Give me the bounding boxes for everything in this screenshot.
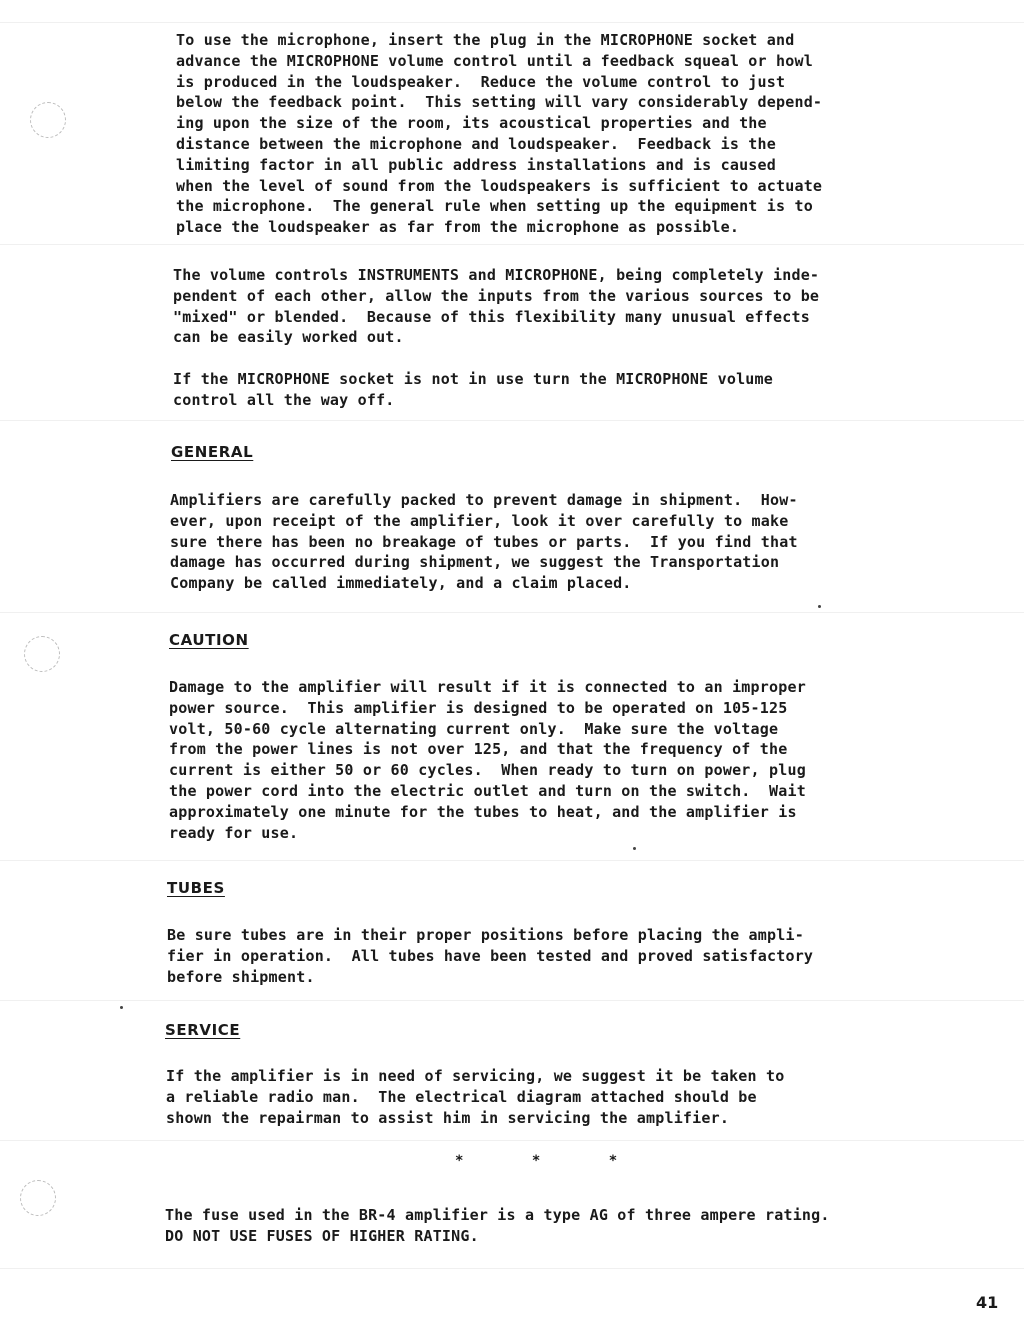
paragraph-microphone-off: If the MICROPHONE socket is not in use turn the MICROPHONE volume control all the way off. — [173, 370, 773, 409]
punch-hole-icon — [30, 102, 66, 138]
scan-line — [0, 1268, 1024, 1269]
punch-hole-icon — [24, 636, 60, 672]
scan-line — [0, 1000, 1024, 1001]
paragraph-general: Amplifiers are carefully packed to prevent damage in shipment. How- ever, upon receipt of the amplifier, look it over carefully to make sure there has been no breakage of tubes or parts. If you find that damage has occurred during shipment, we suggest the Transportation Company be called immediately, and a claim placed. — [170, 491, 798, 593]
speck — [633, 847, 636, 850]
speck — [120, 1006, 123, 1009]
scan-line — [0, 612, 1024, 613]
scan-line — [0, 420, 1024, 421]
paragraph-service: If the amplifier is in need of servicing, we suggest it be taken to a reliable radio man. The electrical diagram attached should be shown the repairman to assist him in servicing the amplifier. — [166, 1067, 785, 1127]
heading-service: SERVICE — [165, 1021, 241, 1039]
heading-caution: CAUTION — [169, 631, 249, 649]
paragraph-fuse-note: The fuse used in the BR-4 amplifier is a type AG of three ampere rating. DO NOT USE FUSES OF HIGHER RATING. — [165, 1206, 830, 1245]
section-separator: * * * — [455, 1153, 648, 1169]
scan-line — [0, 1140, 1024, 1141]
paragraph-tubes: Be sure tubes are in their proper positions before placing the ampli- fier in operation. All tubes have been tested and proved satisfactory before shipment. — [167, 926, 814, 986]
speck — [818, 605, 821, 608]
paragraph-volume-controls: The volume controls INSTRUMENTS and MICROPHONE, being completely inde- pendent of each other, allow the inputs from the various sources to be "mixed" or blended. Because of this flexibility many unusual effects can be easily worked out. — [173, 266, 820, 347]
paragraph-caution: Damage to the amplifier will result if it is connected to an improper power source. This amplifier is designed to be operated on 105-125 volt, 50-60 cycle alternating current only. Make sure the voltage from the power lines is not over 125, and that the frequency of the current is either 50 or 60 cycles. When ready to turn on power, plug the power cord into the electric outlet and turn on the switch. Wait approximately one minute for the tubes to heat, and the amplifier is ready for use. — [169, 678, 806, 842]
paragraph-microphone-use: To use the microphone, insert the plug in the MICROPHONE socket and advance the MICROPHONE volume control until a feedback squeal or howl is produced in the loudspeaker. Reduce the volume control to just below the feedback point. This setting will vary considerably depend- ing upon the size of the room, its acoustical properties and the distance between the microphone and loudspeaker. Feedback is the limiting factor in all public address installations and is caused when the level of sound from the loudspeakers is sufficient to actuate the microphone. The general rule when setting up the equipment is to place the loudspeaker as far from the microphone as possible. — [176, 31, 823, 237]
heading-general: GENERAL — [171, 443, 254, 461]
heading-tubes: TUBES — [167, 879, 225, 897]
scan-line — [0, 22, 1024, 23]
scan-line — [0, 860, 1024, 861]
scan-line — [0, 244, 1024, 245]
punch-hole-icon — [20, 1180, 56, 1216]
page-number: 41 — [976, 1293, 999, 1312]
